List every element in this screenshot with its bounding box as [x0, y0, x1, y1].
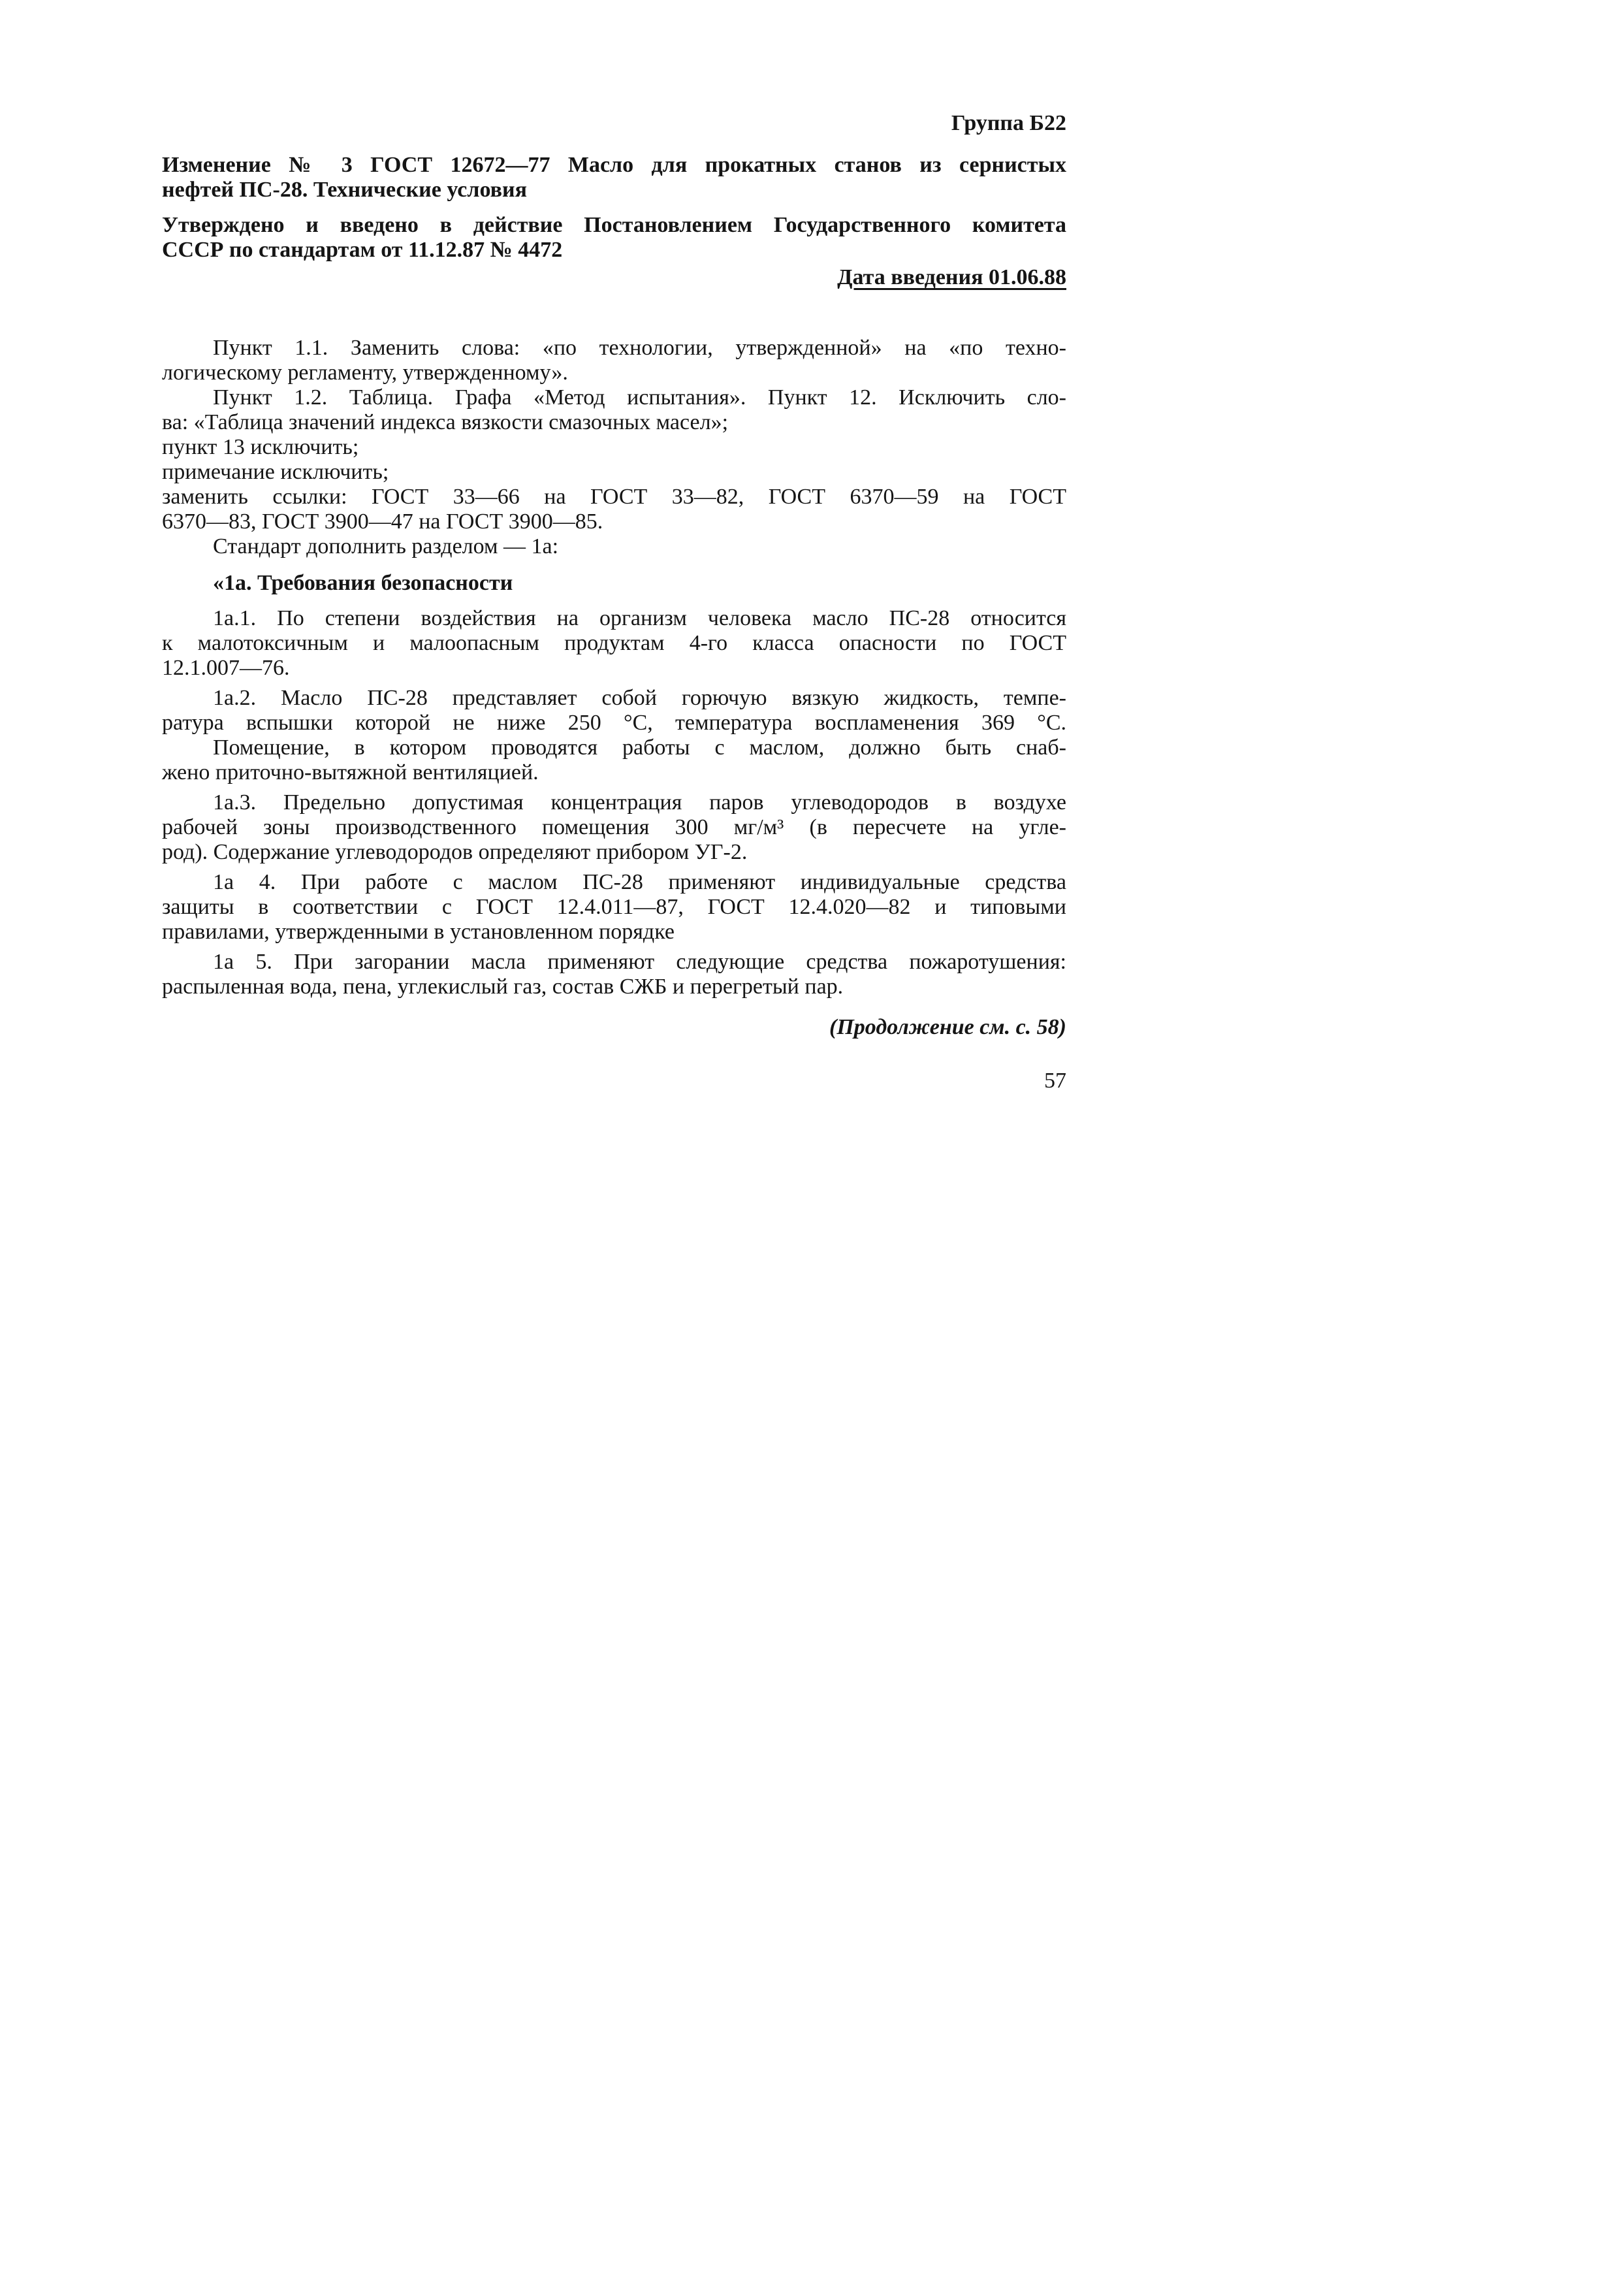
- safety-item-2: [162, 686, 1066, 735]
- group-code: Группа Б22: [951, 111, 1066, 135]
- paragraph-line: 6370—83, ГОСТ 3900—47 на ГОСТ 3900—85.: [162, 509, 603, 534]
- safety-item-1: [162, 606, 1066, 681]
- paragraph-item-1-2: [162, 385, 1066, 435]
- paragraph-line: Пункт 1.2. Таблица. Графа «Метод испытания». Пункт 12. Исключить сло-: [213, 385, 1066, 410]
- approval-statement: [162, 213, 1066, 263]
- paragraph-line: распыленная вода, пена, углекислый газ, состав СЖБ и перегретый пар.: [162, 975, 844, 999]
- paragraph-line: 1а 4. При работе с маслом ПС-28 применяют индивидуальные средства: [213, 870, 1066, 894]
- paragraph-line: заменить ссылки: ГОСТ 33—66 на ГОСТ 33—82, ГОСТ 6370—59 на ГОСТ: [162, 485, 1066, 509]
- approval-line: СССР по стандартам от 11.12.87 № 4472: [162, 238, 563, 262]
- title-line: Изменение № 3 ГОСТ 12672—77 Масло для прокатных станов из сернистых: [162, 153, 1066, 177]
- paragraph-line: 1а.2. Масло ПС-28 представляет собой горючую вязкую жидкость, темпе-: [213, 686, 1066, 710]
- paragraph-line: ва: «Таблица значений индекса вязкости смазочных масел»;: [162, 410, 729, 434]
- paragraph-item-1-1: [162, 336, 1066, 385]
- title-line: нефтей ПС-28. Технические условия: [162, 178, 527, 202]
- safety-item-5: [162, 950, 1066, 999]
- effective-date: [162, 265, 1066, 290]
- paragraph-line: Помещение, в котором проводятся работы с маслом, должно быть снаб-: [213, 735, 1066, 760]
- paragraph-line: жено приточно-вытяжной вентиляцией.: [162, 760, 539, 784]
- safety-item-2-ventilation: [162, 735, 1066, 785]
- safety-item-4: [162, 870, 1066, 945]
- paragraph-line: логическому регламенту, утвержденному».: [162, 361, 568, 385]
- paragraph-line: 1а 5. При загорании масла применяют следующие средства пожаротушения:: [213, 950, 1066, 974]
- paragraph-line: рабочей зоны производственного помещения 300 мг/м³ (в пересчете на угле-: [162, 815, 1066, 839]
- section-heading: «1а. Требования безопасности: [213, 571, 513, 595]
- continuation-note: (Продолжение см. с. 58): [829, 1015, 1066, 1039]
- effective-date-text: Дата введения 01.06.88: [837, 265, 1066, 289]
- paragraph-references: [162, 485, 1066, 534]
- approval-line: Утверждено и введено в действие Постановлением Государственного комитета: [162, 213, 1066, 237]
- paragraph-note: примечание исключить;: [162, 460, 389, 484]
- paragraph-line: род). Содержание углеводородов определяют прибором УГ-2.: [162, 840, 748, 864]
- paragraph-item-13: пункт 13 исключить;: [162, 435, 359, 459]
- page-number: 57: [1044, 1069, 1066, 1093]
- paragraph-line: к малотоксичным и малоопасным продуктам 4-го класса опасности по ГОСТ: [162, 631, 1066, 655]
- paragraph-line: Пункт 1.1. Заменить слова: «по технологии, утвержденной» на «по техно-: [213, 336, 1066, 360]
- paragraph-line: 1а.1. По степени воздействия на организм человека масло ПС-28 относится: [213, 606, 1066, 630]
- paragraph-line: 1а.3. Предельно допустимая концентрация паров углеводородов в воздухе: [213, 790, 1066, 815]
- paragraph-line: ратура вспышки которой не ниже 250 °С, температура воспламенения 369 °С.: [162, 711, 1066, 735]
- paragraph-line: 12.1.007—76.: [162, 656, 290, 680]
- amendment-title: [162, 153, 1066, 202]
- safety-section: [162, 606, 1066, 999]
- safety-item-3: [162, 790, 1066, 865]
- paragraph-line: правилами, утвержденными в установленном порядке: [162, 920, 675, 944]
- page-body: [162, 111, 1066, 1093]
- amendment-items: [162, 336, 1066, 559]
- paragraph-add-section: Стандарт дополнить разделом — 1а:: [213, 534, 559, 558]
- paragraph-line: защиты в соответствии с ГОСТ 12.4.011—87, ГОСТ 12.4.020—82 и типовыми: [162, 895, 1066, 919]
